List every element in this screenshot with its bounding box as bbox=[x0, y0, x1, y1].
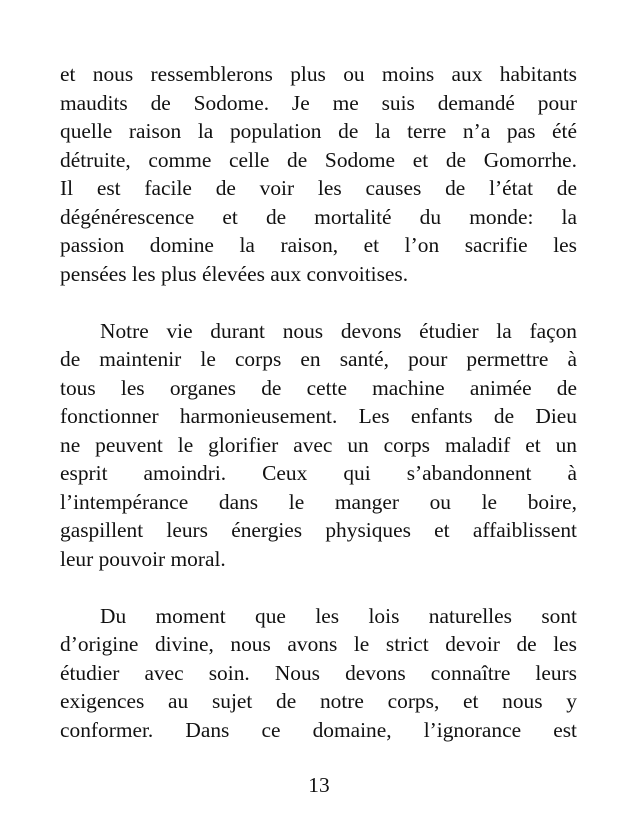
paragraph-line: tous les organes de cette machine animée de bbox=[60, 375, 577, 400]
book-page bbox=[60, 60, 577, 744]
paragraph-line: gaspillent leurs énergies physiques et affaiblissent bbox=[60, 518, 577, 542]
page-number: 13 bbox=[308, 773, 330, 797]
paragraph-line: et nous ressemblerons plus ou moins aux habitants bbox=[60, 62, 577, 86]
paragraph-line: passion domine la raison, et l’on sacrifie les bbox=[60, 233, 577, 257]
paragraph-line: détruite, comme celle de Sodome et de Gomorrhe. bbox=[60, 147, 577, 172]
paragraph-line: esprit amoindri. Ceux qui s’abandonnent à bbox=[60, 461, 577, 485]
paragraph-line: dégénérescence et de mortalité du monde: la bbox=[60, 204, 577, 229]
paragraph-line: de maintenir le corps en santé, pour permettre à bbox=[60, 347, 577, 371]
paragraph-line: Notre vie durant nous devons étudier la façon bbox=[100, 318, 577, 343]
paragraph-3 bbox=[60, 602, 577, 745]
paragraph-line: pensées les plus élevées aux convoitises. bbox=[60, 261, 409, 286]
paragraph-line: d’origine divine, nous avons le strict devoir de les bbox=[60, 632, 577, 656]
paragraph-line: maudits de Sodome. Je me suis demandé pour bbox=[60, 90, 577, 115]
paragraph-1 bbox=[60, 60, 577, 288]
paragraph-line: ne peuvent le glorifier avec un corps maladif et un bbox=[60, 432, 577, 457]
paragraph-line: conformer. Dans ce domaine, l’ignorance est bbox=[60, 717, 577, 742]
paragraph-line: quelle raison la population de la terre n’a pas été bbox=[60, 119, 577, 143]
paragraph-line: exigences au sujet de notre corps, et nous y bbox=[60, 689, 577, 713]
paragraph-line: fonctionner harmonieusement. Les enfants de Dieu bbox=[60, 404, 577, 428]
paragraph-line: leur pouvoir moral. bbox=[60, 546, 226, 571]
paragraph-line: l’intempérance dans le manger ou le boire, bbox=[60, 489, 577, 514]
paragraph-line: Du moment que les lois naturelles sont bbox=[100, 603, 577, 628]
paragraph-2 bbox=[60, 317, 577, 574]
paragraph-line: Il est facile de voir les causes de l’état de bbox=[60, 176, 577, 200]
paragraph-line: étudier avec soin. Nous devons connaître leurs bbox=[60, 660, 577, 685]
